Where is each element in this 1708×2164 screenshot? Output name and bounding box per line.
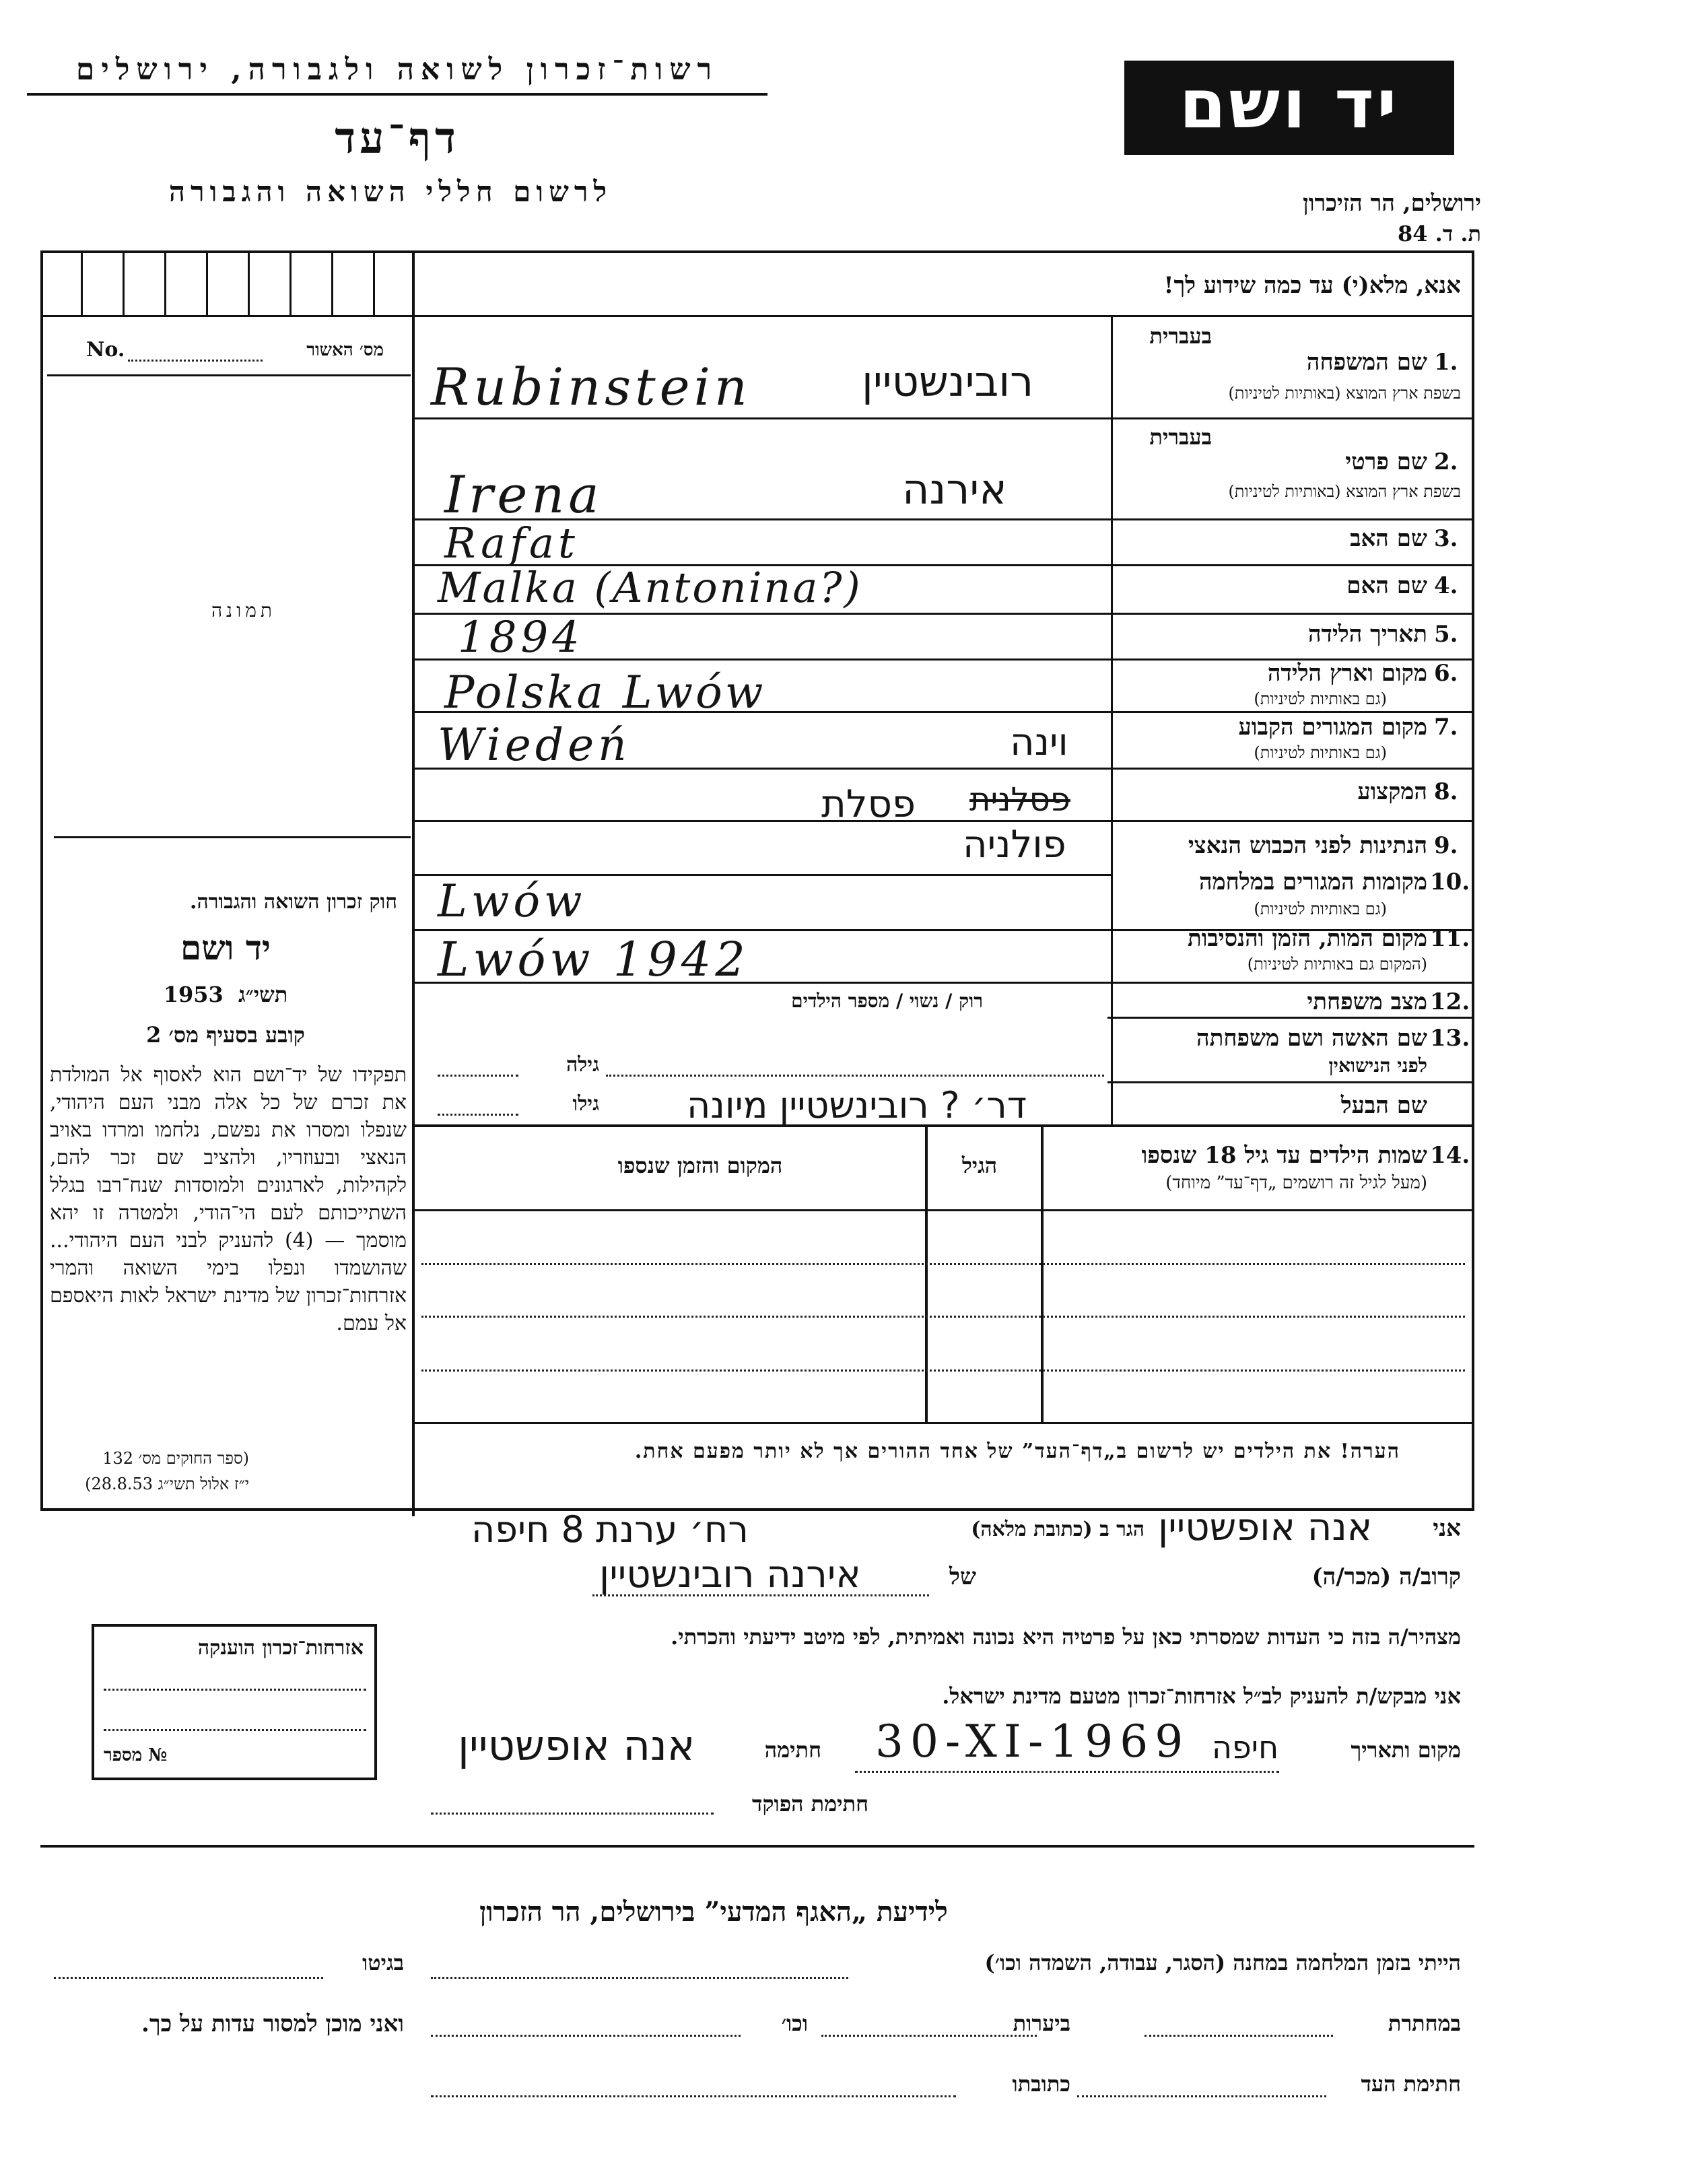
field-12-label: מצב משפחתי bbox=[1307, 988, 1427, 1015]
field-10-label: מקומות המגורים במלחמה bbox=[1198, 869, 1427, 895]
law-ref-2: י״ז אלול תשי״ג 28.8.53) bbox=[85, 1475, 249, 1493]
forests-field[interactable] bbox=[821, 2035, 1037, 2037]
field-9-num: 9. bbox=[1434, 832, 1458, 859]
field-3-value[interactable]: Rafat bbox=[444, 518, 579, 568]
date-value[interactable]: 30-XI-1969 bbox=[875, 1716, 1190, 1767]
husband-label: שם הבעל bbox=[1340, 1092, 1427, 1119]
husband-age-field[interactable] bbox=[438, 1114, 518, 1116]
forests-label: ביערות bbox=[1013, 2010, 1070, 2036]
relative-name-line bbox=[592, 1594, 929, 1596]
law-title: חוק זכרון השואה והגבורה. bbox=[190, 890, 397, 914]
field-4-value[interactable]: Malka (Antonina?) bbox=[438, 563, 862, 612]
ready-to-testify: ואני מוכן למסור עדות על כך. bbox=[141, 2010, 404, 2037]
hiding-label: במחתרת bbox=[1388, 2010, 1461, 2036]
child-row[interactable] bbox=[421, 1370, 1465, 1372]
wife-name-field[interactable] bbox=[606, 1075, 1104, 1077]
field-14-sub: (מעל לגיל זה רושמים „דף־עד” מיוחד) bbox=[1165, 1173, 1427, 1193]
husband-value[interactable]: דר׳ ? רובינשטיין מיונה bbox=[687, 1084, 1027, 1126]
col-age: הגיל bbox=[961, 1153, 998, 1178]
witness-address-label: כתובתו bbox=[1012, 2071, 1070, 2097]
field-2-value-hebrew[interactable]: אירנה bbox=[902, 465, 1007, 514]
field-6-label: מקום וארץ הלידה bbox=[1267, 660, 1427, 687]
field-1-value-hebrew[interactable]: רובינשטיין bbox=[862, 357, 1034, 406]
cert-line[interactable] bbox=[104, 1729, 366, 1731]
field-5-label: תאריך הלידה bbox=[1307, 621, 1427, 648]
decl-relative: קרוב/ה (מכר/ה) bbox=[1311, 1563, 1461, 1590]
field-12-num: 12. bbox=[1430, 988, 1470, 1015]
field-2-num: 2. bbox=[1434, 448, 1458, 475]
field-13-label: שם האשה ושם משפחתה bbox=[1196, 1025, 1427, 1052]
hiding-field[interactable] bbox=[1145, 2035, 1333, 2037]
logo-text: יד ושם bbox=[1179, 65, 1400, 143]
field-8-value[interactable]: פסלת bbox=[821, 782, 916, 826]
decl-request: אני מבקש/ת להעניק לב״ל אזרחות־זכרון מטעם מדינת ישראל. bbox=[942, 1683, 1461, 1709]
footer-line-1: הייתי בזמן המלחמה במחנה (הסגר, עבודה, השמדה וכו׳) bbox=[984, 1950, 1461, 1975]
field-10-num: 10. bbox=[1430, 869, 1470, 895]
field-4-label: שם האם bbox=[1346, 572, 1427, 599]
field-1-num: 1. bbox=[1434, 349, 1458, 376]
child-row[interactable] bbox=[421, 1263, 1465, 1265]
law-text: תפקידו של יד־ושם הוא לאסוף אל המולדת את זכרם של כל אלה מבני העם היהודי, שנפלו ומסרו את נפשם, נלחמו ומרדו באויב הנאצי ובעוזריו, ולהציב שם זכר להם, לקהילות, לארגונים ולמוסדות שנח־רבו בגלל השתייכותם לעם הי־הודי, ולמטרה זו יהא מוסמך — (4) להעניק לבני העם היהודי... שהושמדו ונפלו בימי השואה והמרי אזרחות־זכרון של מדינת ישראל לאות היאספם אל עמם. bbox=[50, 1063, 407, 1335]
field-3-label: שם האב bbox=[1350, 525, 1427, 552]
approval-label: מס׳ האשור bbox=[306, 340, 384, 360]
signature-label: חתימה bbox=[764, 1737, 821, 1763]
field-11-num: 11. bbox=[1430, 925, 1470, 952]
decl-statement: מצהיר/ה בזה כי העדות שמסרתי כאן על פרטיה היא נכונה ואמיתית, לפי מיטב ידיעתי והכרתי. bbox=[671, 1624, 1461, 1650]
field-2-value[interactable]: Irena bbox=[444, 465, 603, 525]
field-1-label: שם המשפחה bbox=[1306, 349, 1427, 376]
col-place-time: המקום והזמן שנספו bbox=[617, 1153, 783, 1178]
field-8-struck-value: פסלנית bbox=[969, 781, 1070, 819]
witness-address-field[interactable] bbox=[431, 2095, 956, 2097]
etc-label: וכו׳ bbox=[781, 2010, 808, 2036]
law-name: יד ושם bbox=[180, 928, 271, 968]
field-11-label: מקום המות, הזמן והנסיבות bbox=[1187, 925, 1427, 952]
official-signature-label: חתימת הפוקד bbox=[752, 1791, 868, 1817]
decl-lives: הגר ב (כתובת מלאה) bbox=[971, 1518, 1145, 1541]
address: ירושלים, הר הזיכרון bbox=[1303, 190, 1481, 217]
field-1-hebrew-tag: בעברית bbox=[1149, 323, 1212, 349]
field-13-age-label: גילה bbox=[566, 1053, 599, 1077]
signature[interactable]: אנה אופשטיין bbox=[458, 1721, 695, 1770]
relative-name[interactable]: אירנה רובינשטיין bbox=[599, 1553, 861, 1596]
place-date-label: מקום ותאריך bbox=[1351, 1737, 1461, 1763]
child-row[interactable] bbox=[421, 1316, 1465, 1318]
field-9-value[interactable]: פולניה bbox=[963, 823, 1066, 867]
camp-field[interactable] bbox=[431, 1977, 848, 1979]
field-11-sub: (המקום גם באותיות לטיניות) bbox=[1247, 955, 1427, 974]
etc-field[interactable] bbox=[431, 2035, 741, 2037]
field-5-value[interactable]: 1894 bbox=[458, 613, 584, 663]
cert-number: מספר № bbox=[104, 1745, 168, 1765]
cert-line[interactable] bbox=[104, 1689, 366, 1691]
field-8-num: 8. bbox=[1434, 778, 1458, 805]
field-11-value[interactable]: Lwów 1942 bbox=[438, 932, 749, 987]
approval-no: No. bbox=[86, 338, 125, 362]
field-6-value[interactable]: Polska Lwów bbox=[444, 667, 766, 718]
field-7-value-hebrew[interactable]: וינה bbox=[1010, 720, 1068, 764]
decl-ani: אני bbox=[1433, 1515, 1461, 1542]
memorial-citizenship-box bbox=[92, 1624, 377, 1780]
law-ref-1: (ספר החוקים מס׳ 132 bbox=[102, 1449, 249, 1468]
field-9-label: הנתינות לפני הכבוש הנאצי bbox=[1188, 832, 1427, 859]
field-2-label: שם פרטי bbox=[1345, 448, 1427, 475]
field-10-sub: (גם באותיות לטיניות) bbox=[1254, 900, 1387, 918]
declarant-address[interactable]: רח׳ ערנת 8 חיפה bbox=[471, 1508, 749, 1551]
law-section: קובע בסעיף מס׳ 2 bbox=[146, 1022, 305, 1048]
field-3-num: 3. bbox=[1434, 525, 1458, 552]
footer-title: לידיעת „האגף המדעי” בירושלים, הר הזכרון bbox=[479, 1896, 948, 1928]
field-2-sub: בשפת ארץ המוצא (באותיות לטיניות) bbox=[1228, 482, 1461, 501]
cert-title: אזרחות־זכרון הוענקה bbox=[197, 1636, 364, 1660]
declarant-name[interactable]: אנה אופשטיין bbox=[1158, 1506, 1373, 1549]
date-line bbox=[855, 1771, 1279, 1773]
form-subtitle: לרשום חללי השואה והגבורה bbox=[168, 175, 613, 208]
yad-vashem-logo bbox=[1124, 61, 1454, 155]
official-signature-field[interactable] bbox=[431, 1813, 714, 1815]
place-value[interactable]: חיפה bbox=[1212, 1729, 1279, 1765]
field-13-sub: לפני הנישואין bbox=[1328, 1054, 1427, 1077]
field-6-sub: (גם באותיות לטיניות) bbox=[1254, 689, 1387, 708]
witness-sig-field[interactable] bbox=[1077, 2095, 1326, 2097]
field-8-label: המקצוע bbox=[1357, 778, 1427, 805]
wife-age-field[interactable] bbox=[438, 1075, 518, 1077]
field-1-sub: בשפת ארץ המוצא (באותיות לטיניות) bbox=[1228, 384, 1461, 403]
approval-no-field[interactable] bbox=[128, 360, 263, 362]
ghetto-label: בגיטו bbox=[362, 1950, 404, 1975]
field-5-num: 5. bbox=[1434, 621, 1458, 648]
field-10-value[interactable]: Lwów bbox=[438, 875, 586, 927]
field-12-options[interactable]: רוק / נשוי / מספר הילדים bbox=[791, 990, 983, 1012]
children-note: הערה! את הילדים יש לרשום ב„דף־העד” של אחד ההורים אך לא יותר מפעם אחת. bbox=[634, 1440, 1400, 1463]
field-2-hebrew-tag: בעברית bbox=[1149, 424, 1212, 450]
field-7-value[interactable]: Wiedeń bbox=[438, 719, 631, 771]
field-7-sub: (גם באותיות לטיניות) bbox=[1254, 743, 1387, 762]
husband-age-label: גילו bbox=[572, 1092, 599, 1116]
field-7-label: מקום המגורים הקבוע bbox=[1238, 714, 1427, 741]
field-7-num: 7. bbox=[1434, 714, 1458, 741]
decl-of: של bbox=[949, 1563, 976, 1590]
witness-sig-label: חתימת העד bbox=[1361, 2071, 1461, 2097]
ghetto-field[interactable] bbox=[54, 1977, 323, 1979]
form-title: דף־עד bbox=[335, 113, 460, 164]
law-year: תשי״ג 1953 bbox=[163, 982, 288, 1007]
org-line: רשות־זכרון לשואה ולגבורה, ירושלים bbox=[75, 53, 719, 87]
field-6-num: 6. bbox=[1434, 660, 1458, 687]
field-14-num: 14. bbox=[1430, 1142, 1470, 1169]
po-box: ת. ד. 84 bbox=[1398, 221, 1481, 246]
photo-label: תמונה bbox=[211, 599, 276, 621]
field-1-value[interactable]: Rubinstein bbox=[431, 357, 751, 417]
field-13-num: 13. bbox=[1430, 1025, 1470, 1052]
field-14-label: שמות הילדים עד גיל 18 שנספו bbox=[1141, 1142, 1427, 1169]
instructions: אנא, מלא(י) עד כמה שידוע לך! bbox=[1163, 272, 1461, 299]
field-4-num: 4. bbox=[1434, 572, 1458, 599]
